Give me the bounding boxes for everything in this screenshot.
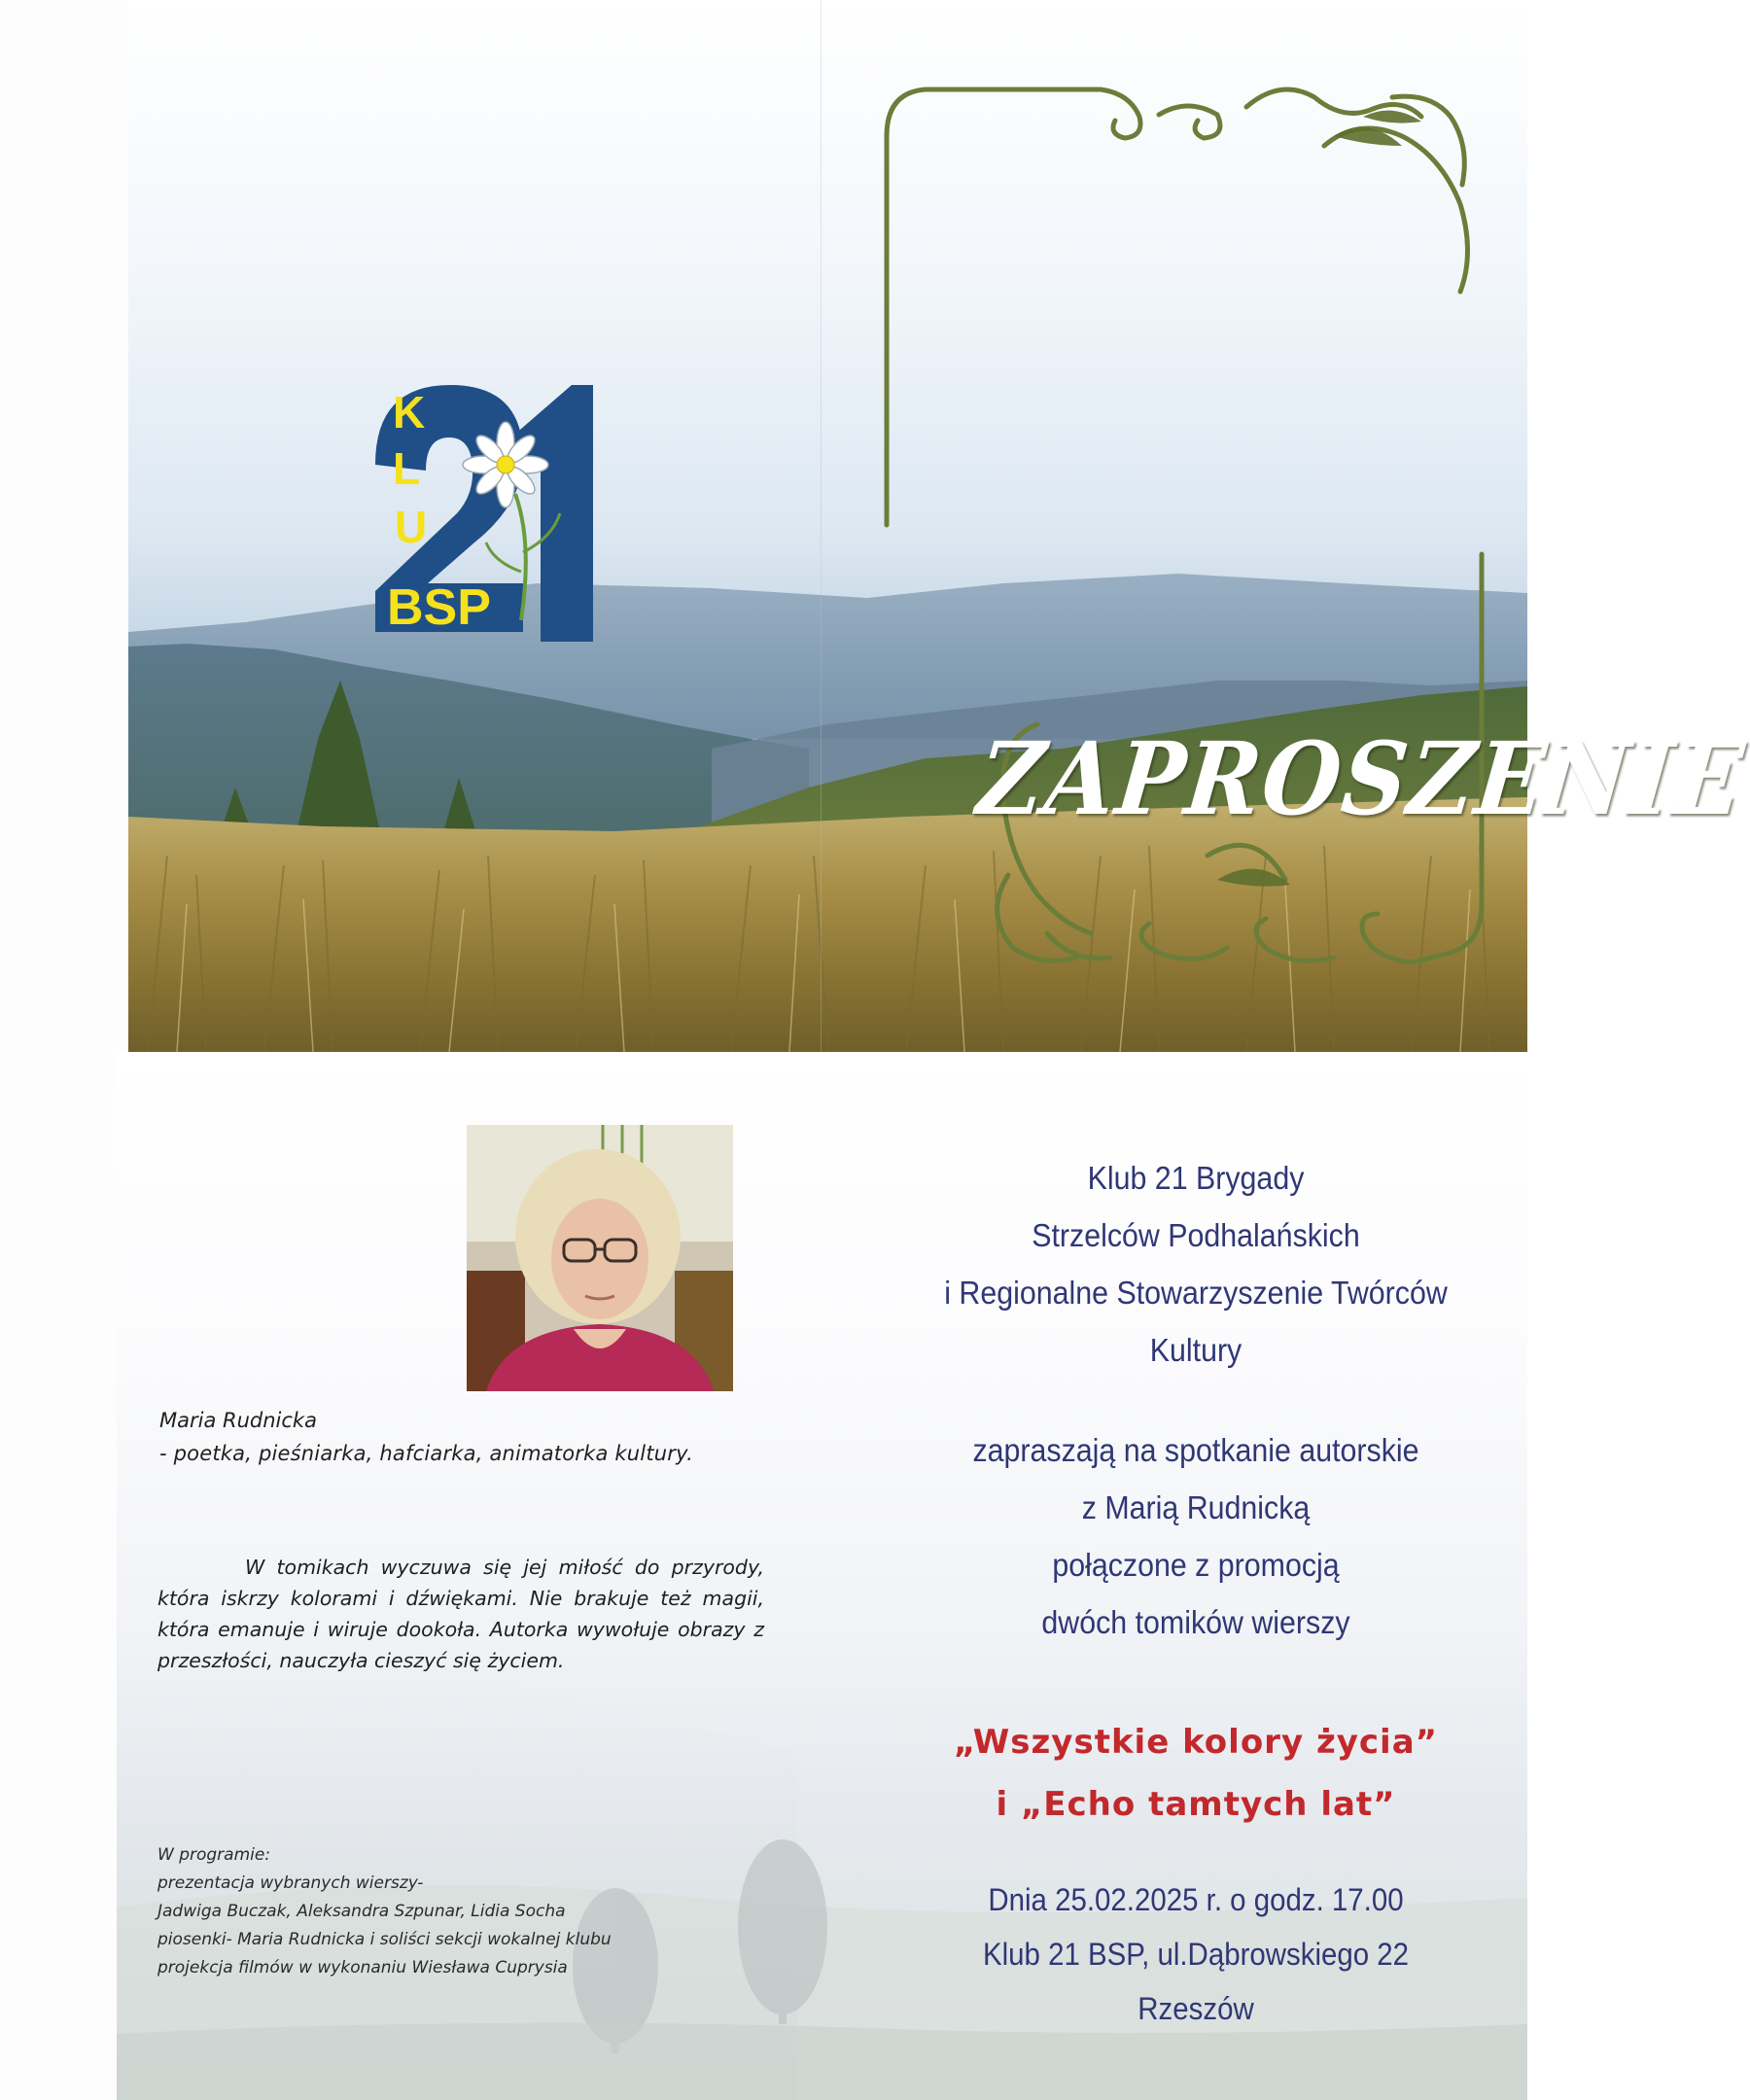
invitation-line: dwóch tomików wierszy [1041,1604,1350,1640]
organizer-line: Klub 21 Brygady [1087,1160,1305,1196]
program-line: Jadwiga Buczak, Aleksandra Szpunar, Lidia Socha [158,1902,566,1921]
invitation-line: z Marią Rudnicką [1081,1489,1311,1525]
landscape-photo [128,0,1750,1052]
program-line: projekcja filmów w wykonaniu Wiesława Cuprysia [158,1958,568,1978]
logo-abbr: BSP [387,579,491,636]
author-description: W tomikach wyczuwa się jej miłość do przyrody, która iskrzy kolorami i dźwiękami. Nie brakuje też magii, która emanuje i wiruje dookoła. Autorka wywołuje obrazy z przeszłości, nauczyła cieszyć się życiem. [158,1556,764,1672]
program-line: piosenki- Maria Rudnicka i soliści sekcji wokalnej klubu [158,1930,612,1949]
author-name: Maria Rudnicka [159,1409,317,1432]
fold-line [821,0,822,1052]
author-portrait [467,1125,733,1391]
author-role: - poetka, pieśniarka, hafciarka, animatorka kultury. [159,1442,693,1465]
organizer-line: i Regionalne Stowarzyszenie Twórców [944,1275,1448,1311]
details-panel [117,1052,1527,2100]
logo-graphic [368,377,597,649]
klub-21-bsp-logo [368,377,597,649]
landscape-illustration [128,0,1750,1052]
program-line: prezentacja wybranych wierszy- [158,1873,424,1893]
organizers [900,1149,1490,1379]
event-details [900,1872,1490,2036]
portrait-illustration [467,1125,733,1391]
organizer-line: Kultury [1149,1332,1242,1368]
logo-letter-k: K [393,387,426,438]
invitation-text [875,1149,1517,2036]
organizer-line: Strzelców Podhalańskich [1032,1217,1360,1253]
event-city: Rzeszów [1138,1991,1254,2026]
invitation-message [900,1421,1490,1651]
invitation-line: połączone z promocją [1052,1547,1340,1583]
book-titles [875,1711,1517,1836]
invitation-line: zapraszają na spotkanie autorskie [972,1432,1419,1468]
event-date: Dnia 25.02.2025 r. o godz. 17.00 [988,1882,1404,1917]
event-place: Klub 21 BSP, ul.Dąbrowskiego 22 [982,1937,1410,1972]
book-title-1: „Wszystkie kolory życia” [953,1723,1438,1762]
invitation-title: ZAPROSZENIE [972,719,1750,838]
program-section [158,1841,682,1982]
program-heading: W programie: [158,1845,271,1865]
book-title-2: i „Echo tamtych lat” [996,1785,1396,1824]
logo-letter-l: L [393,443,421,494]
logo-letter-u: U [395,502,428,552]
